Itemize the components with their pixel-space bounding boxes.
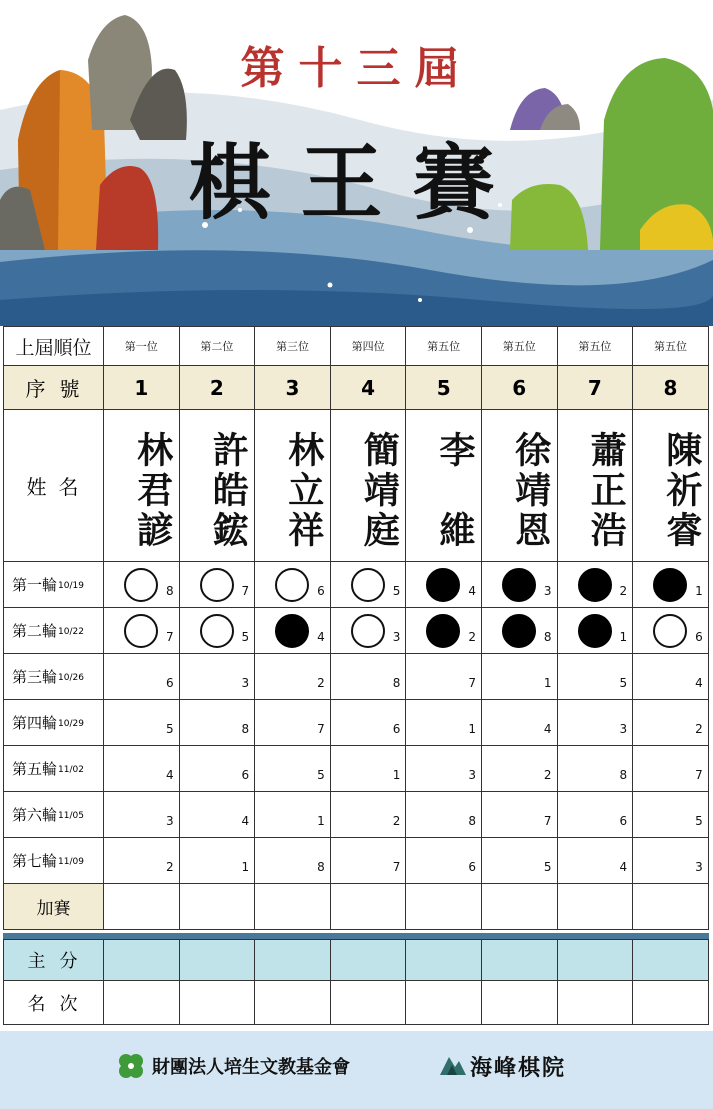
white-stone-icon (351, 614, 385, 648)
opponent-number: 7 (392, 860, 401, 874)
extra-cell[interactable] (406, 884, 482, 930)
opponent-number: 7 (165, 630, 174, 644)
opponent-number: 2 (695, 722, 703, 736)
white-stone-icon (275, 568, 309, 602)
rank-cell[interactable] (104, 981, 180, 1025)
score-cell[interactable] (255, 940, 331, 981)
black-stone-icon (578, 614, 612, 648)
pairing-cell[interactable] (558, 654, 634, 700)
opponent-number: 6 (165, 676, 174, 690)
round-date: 10/26 (58, 673, 84, 683)
tournament-edition: 第十三屆 (240, 43, 473, 94)
pairing-cell[interactable] (104, 562, 180, 608)
black-stone-icon (275, 614, 309, 648)
score-cell[interactable] (558, 940, 634, 981)
opponent-number: 1 (317, 814, 325, 828)
pairing-cell[interactable] (104, 608, 180, 654)
player-name (180, 410, 256, 562)
extra-cell[interactable] (180, 884, 256, 930)
sponsor-name: 財團法人培生文教基金會 (152, 1057, 350, 1078)
opponent-number: 7 (317, 722, 325, 736)
row-label-name: 姓名 (3, 410, 104, 562)
score-cell[interactable] (633, 940, 709, 981)
row-label-prev-rank: 上屆順位 (3, 327, 104, 366)
seq-cell: 3 (255, 366, 331, 410)
opponent-number: 5 (543, 860, 552, 874)
opponent-number: 3 (165, 814, 174, 828)
white-stone-icon (200, 614, 234, 648)
black-stone-icon (502, 614, 536, 648)
pairing-cell[interactable] (558, 562, 634, 608)
pairing-cell[interactable] (104, 838, 180, 884)
opponent-number: 6 (317, 584, 325, 598)
score-cell[interactable] (406, 940, 482, 981)
rank-cell[interactable] (482, 981, 558, 1025)
pairing-cell[interactable] (180, 654, 256, 700)
opponent-number: 2 (165, 860, 174, 874)
extra-cell[interactable] (255, 884, 331, 930)
round-row (3, 700, 709, 746)
score-cell[interactable] (180, 940, 256, 981)
score-cell[interactable] (482, 940, 558, 981)
rank-cell[interactable] (406, 981, 482, 1025)
opponent-number: 4 (241, 814, 250, 828)
round-date: 11/02 (58, 765, 84, 775)
pairing-cell[interactable] (406, 654, 482, 700)
seq-cell: 6 (482, 366, 558, 410)
round-row (3, 608, 709, 654)
seq-cell: 4 (331, 366, 407, 410)
round-name: 第三輪 (12, 668, 58, 686)
opponent-number: 4 (468, 584, 476, 598)
score-cell[interactable] (331, 940, 407, 981)
mountain-logo-icon (439, 1051, 467, 1077)
pairing-cell[interactable] (180, 746, 256, 792)
prev-rank-cell: 第四位 (331, 327, 407, 366)
player-name (406, 410, 482, 562)
prev-rank-cell: 第三位 (255, 327, 331, 366)
opponent-number: 7 (468, 676, 476, 690)
pairing-cell[interactable] (406, 792, 482, 838)
pairing-cell[interactable] (255, 838, 331, 884)
seq-cell: 5 (406, 366, 482, 410)
opponent-number: 4 (543, 722, 552, 736)
pairing-cell[interactable] (558, 792, 634, 838)
round-label (3, 792, 104, 838)
pairing-cell[interactable] (633, 792, 709, 838)
round-name: 第五輪 (12, 760, 58, 778)
opponent-number: 8 (317, 860, 325, 874)
pairing-cell[interactable] (180, 792, 256, 838)
pairing-cell[interactable] (482, 654, 558, 700)
opponent-number: 4 (619, 860, 628, 874)
opponent-number: 2 (619, 584, 628, 598)
pairing-cell[interactable] (331, 700, 407, 746)
opponent-number: 1 (241, 860, 250, 874)
rank-cell[interactable] (180, 981, 256, 1025)
pairing-cell[interactable] (180, 562, 256, 608)
row-label-score: 主分 (3, 940, 104, 981)
pairing-cell[interactable] (104, 792, 180, 838)
pairing-cell[interactable] (558, 746, 634, 792)
player-name-text: 陳祈睿 (660, 430, 703, 551)
pairing-cell[interactable] (482, 608, 558, 654)
opponent-number: 6 (468, 860, 476, 874)
pairing-cell[interactable] (406, 838, 482, 884)
player-name-text: 蕭正浩 (585, 430, 628, 551)
seq-cell: 1 (104, 366, 180, 410)
opponent-number: 4 (317, 630, 325, 644)
round-label (3, 838, 104, 884)
player-name-text: 林立祥 (282, 430, 325, 551)
prev-rank-cell: 第二位 (180, 327, 256, 366)
opponent-number: 7 (543, 814, 552, 828)
opponent-number: 6 (695, 630, 703, 644)
player-name-text: 徐靖恩 (509, 430, 552, 551)
opponent-number: 8 (543, 630, 552, 644)
seq-row (3, 366, 709, 410)
round-label (3, 746, 104, 792)
pairing-cell[interactable] (558, 608, 634, 654)
opponent-number: 2 (543, 768, 552, 782)
opponent-number: 3 (543, 584, 552, 598)
pairing-cell[interactable] (331, 792, 407, 838)
white-stone-icon (124, 568, 158, 602)
opponent-number: 8 (468, 814, 476, 828)
pairing-cell[interactable] (406, 562, 482, 608)
pairing-cell[interactable] (482, 562, 558, 608)
pairing-cell[interactable] (482, 838, 558, 884)
extra-cell[interactable] (482, 884, 558, 930)
black-stone-icon (502, 568, 536, 602)
black-stone-icon (653, 568, 687, 602)
club-name: 海峰棋院 (470, 1055, 567, 1081)
seq-cell: 8 (633, 366, 709, 410)
player-name (331, 410, 407, 562)
opponent-number: 6 (392, 722, 401, 736)
opponent-number: 8 (165, 584, 174, 598)
pairing-cell[interactable] (633, 700, 709, 746)
pairing-cell[interactable] (104, 746, 180, 792)
round-row (3, 792, 709, 838)
extra-cell[interactable] (558, 884, 634, 930)
pairing-cell[interactable] (633, 838, 709, 884)
pairing-cell[interactable] (482, 700, 558, 746)
pairing-cell[interactable] (255, 746, 331, 792)
pairing-cell[interactable] (633, 608, 709, 654)
round-row (3, 654, 709, 700)
pairing-cell[interactable] (482, 792, 558, 838)
prev-rank-cell: 第五位 (633, 327, 709, 366)
opponent-number: 7 (695, 768, 703, 782)
extra-cell[interactable] (633, 884, 709, 930)
opponent-number: 5 (695, 814, 703, 828)
opponent-number: 5 (165, 722, 174, 736)
extra-cell[interactable] (104, 884, 180, 930)
pairing-cell[interactable] (633, 562, 709, 608)
pairing-cell[interactable] (255, 700, 331, 746)
score-row (3, 939, 709, 981)
row-label-rank: 名次 (3, 981, 104, 1025)
header-banner (0, 0, 713, 326)
score-cell[interactable] (104, 940, 180, 981)
opponent-number: 6 (241, 768, 250, 782)
pairing-cell[interactable] (331, 746, 407, 792)
seq-cell: 2 (180, 366, 256, 410)
rank-cell[interactable] (331, 981, 407, 1025)
table-separator (3, 933, 709, 939)
opponent-number: 1 (695, 584, 703, 598)
round-row (3, 562, 709, 608)
player-name-text: 許皓鋐 (207, 430, 250, 551)
pairing-cell[interactable] (104, 654, 180, 700)
round-name: 第六輪 (12, 806, 58, 824)
pairing-cell[interactable] (558, 838, 634, 884)
round-date: 10/29 (58, 719, 84, 729)
opponent-number: 4 (695, 676, 703, 690)
pairing-cell[interactable] (406, 608, 482, 654)
white-stone-icon (200, 568, 234, 602)
pairing-cell[interactable] (331, 562, 407, 608)
player-name (104, 410, 180, 562)
opponent-number: 1 (543, 676, 552, 690)
extra-cell[interactable] (331, 884, 407, 930)
prev-rank-row (3, 326, 709, 366)
pairing-cell[interactable] (255, 654, 331, 700)
pairing-cell[interactable] (633, 654, 709, 700)
player-name-text: 李 維 (433, 430, 476, 551)
pairing-cell[interactable] (406, 746, 482, 792)
player-name-text: 林君諺 (131, 430, 174, 551)
opponent-number: 2 (392, 814, 401, 828)
opponent-number: 2 (317, 676, 325, 690)
opponent-number: 2 (468, 630, 476, 644)
round-date: 10/19 (58, 581, 84, 591)
opponent-number: 4 (165, 768, 174, 782)
player-name (482, 410, 558, 562)
player-name (633, 410, 709, 562)
pairing-cell[interactable] (180, 700, 256, 746)
pairing-cell[interactable] (331, 608, 407, 654)
rank-row (3, 981, 709, 1025)
round-label (3, 654, 104, 700)
prev-rank-cell: 第一位 (104, 327, 180, 366)
pairing-cell[interactable] (558, 700, 634, 746)
round-row (3, 838, 709, 884)
pairing-cell[interactable] (180, 838, 256, 884)
pairing-cell[interactable] (633, 746, 709, 792)
row-label-extra: 加賽 (3, 884, 104, 930)
round-name: 第七輪 (12, 852, 58, 870)
opponent-number: 1 (619, 630, 628, 644)
opponent-number: 3 (619, 722, 628, 736)
pairing-cell[interactable] (255, 608, 331, 654)
pairing-cell[interactable] (104, 700, 180, 746)
opponent-number: 3 (241, 676, 250, 690)
white-stone-icon (124, 614, 158, 648)
opponent-number: 3 (695, 860, 703, 874)
prev-rank-cell: 第五位 (406, 327, 482, 366)
player-name (558, 410, 634, 562)
opponent-number: 1 (468, 722, 476, 736)
opponent-number: 5 (619, 676, 628, 690)
black-stone-icon (426, 614, 460, 648)
round-row (3, 746, 709, 792)
pairing-cell[interactable] (406, 700, 482, 746)
rank-cell[interactable] (558, 981, 634, 1025)
opponent-number: 3 (392, 630, 401, 644)
opponent-number: 7 (241, 584, 250, 598)
footer (0, 1031, 713, 1109)
pairing-cell[interactable] (255, 562, 331, 608)
opponent-number: 6 (619, 814, 628, 828)
tournament-title: 棋王賽 (188, 135, 525, 231)
rank-cell[interactable] (633, 981, 709, 1025)
player-name-text: 簡靖庭 (358, 430, 401, 551)
round-name: 第四輪 (12, 714, 58, 732)
name-row (3, 410, 709, 562)
opponent-number: 5 (241, 630, 250, 644)
opponent-number: 3 (468, 768, 476, 782)
black-stone-icon (578, 568, 612, 602)
pairing-cell[interactable] (255, 792, 331, 838)
pairing-cell[interactable] (331, 838, 407, 884)
pairing-cell[interactable] (331, 654, 407, 700)
opponent-number: 5 (392, 584, 401, 598)
player-name (255, 410, 331, 562)
row-label-seq: 序號 (3, 366, 104, 410)
pairing-cell[interactable] (180, 608, 256, 654)
round-name: 第一輪 (12, 576, 58, 594)
rank-cell[interactable] (255, 981, 331, 1025)
round-label (3, 608, 104, 654)
clover-icon (116, 1051, 146, 1081)
white-stone-icon (351, 568, 385, 602)
round-label (3, 700, 104, 746)
round-label (3, 562, 104, 608)
seq-cell: 7 (558, 366, 634, 410)
extra-row (3, 884, 709, 930)
opponent-number: 8 (392, 676, 401, 690)
prev-rank-cell: 第五位 (558, 327, 634, 366)
opponent-number: 8 (241, 722, 250, 736)
pairing-cell[interactable] (482, 746, 558, 792)
opponent-number: 5 (317, 768, 325, 782)
prev-rank-cell: 第五位 (482, 327, 558, 366)
white-stone-icon (653, 614, 687, 648)
round-date: 11/05 (58, 811, 84, 821)
round-date: 10/22 (58, 627, 84, 637)
opponent-number: 8 (619, 768, 628, 782)
opponent-number: 1 (392, 768, 401, 782)
black-stone-icon (426, 568, 460, 602)
round-date: 11/09 (58, 857, 84, 867)
round-name: 第二輪 (12, 622, 58, 640)
